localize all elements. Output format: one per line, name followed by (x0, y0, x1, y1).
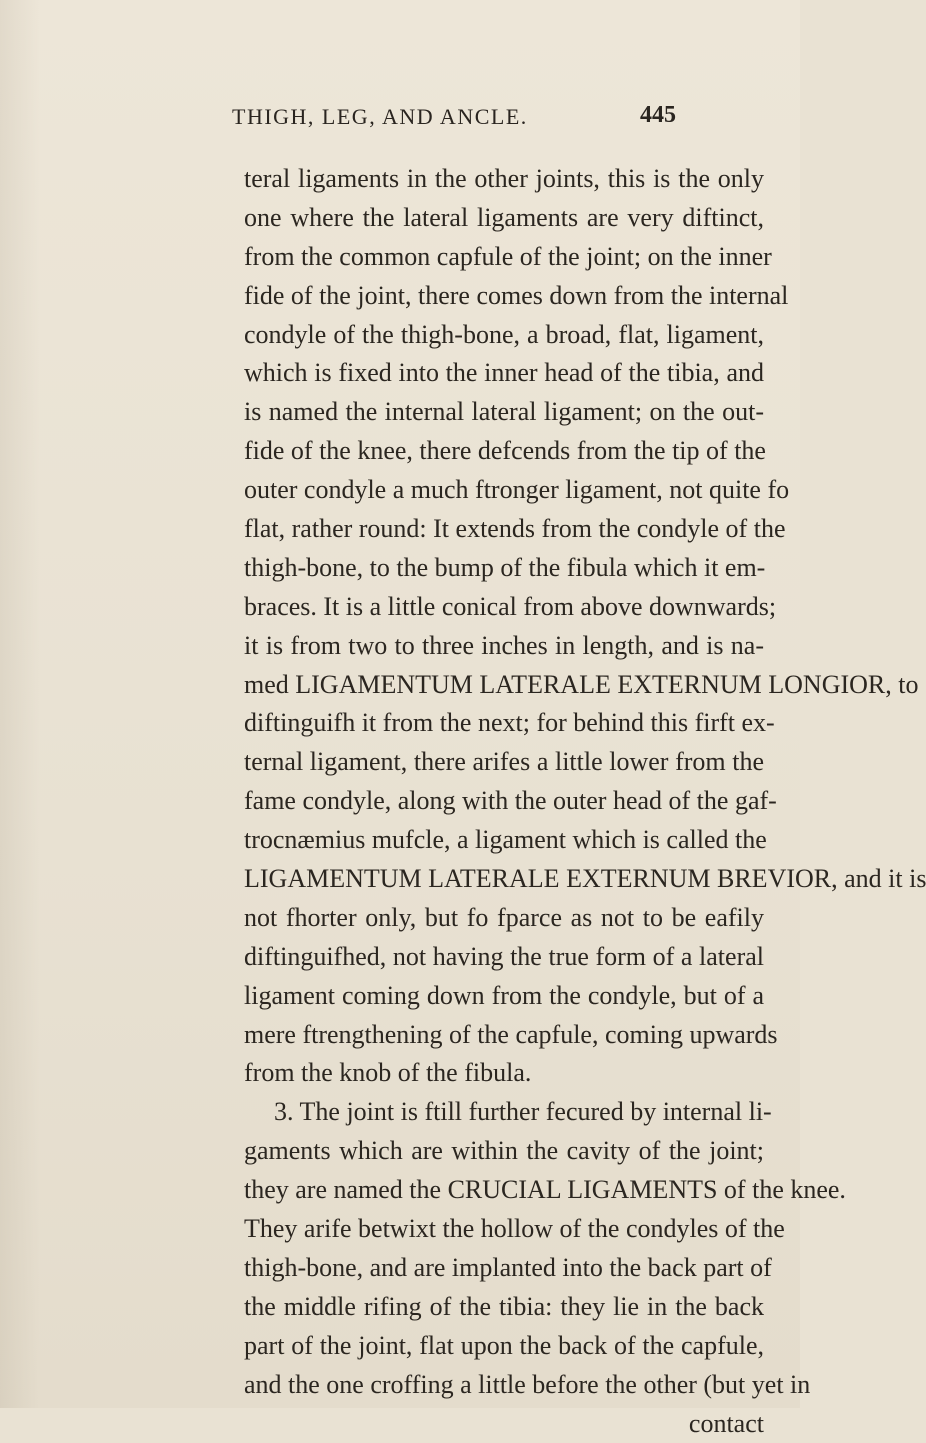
text-line: ternal ligament, there arifes a little lower from the (244, 743, 764, 782)
text-line: med LIGAMENTUM LATERALE EXTERNUM LONGIOR, to (244, 666, 764, 705)
text-line: flat, rather round: It extends from the condyle of the (244, 510, 764, 549)
text-line: diftinguifh it from the next; for behind this firft ex- (244, 704, 764, 743)
text-line: it is from two to three inches in length, and is na- (244, 627, 764, 666)
text-line: gaments which are within the cavity of the joint; (244, 1132, 764, 1171)
text-line: braces. It is a little conical from above downwards; (244, 588, 764, 627)
text-line: thigh-bone, to the bump of the fibula which it em- (244, 549, 764, 588)
text-line: mere ftrengthening of the capfule, coming upwards (244, 1016, 764, 1055)
page-number: 445 (640, 102, 676, 129)
body-text (244, 160, 764, 1443)
text-line: teral ligaments in the other joints, this is the only (244, 160, 764, 199)
text-line: outer condyle a much ftronger ligament, not quite fo (244, 471, 764, 510)
text-line: LIGAMENTUM LATERALE EXTERNUM BREVIOR, and it is (244, 860, 764, 899)
running-head: THIGH, LEG, AND ANCLE. (232, 104, 528, 130)
text-line: part of the joint, flat upon the back of the capfule, (244, 1327, 764, 1366)
text-line: is named the internal lateral ligament; on the out- (244, 393, 764, 432)
text-line: from the common capfule of the joint; on the inner (244, 238, 764, 277)
text-line: and the one croffing a little before the other (but yet in (244, 1366, 764, 1405)
text-line: fide of the joint, there comes down from the internal (244, 277, 764, 316)
page-gutter-shadow (0, 0, 40, 1408)
text-line: condyle of the thigh-bone, a broad, flat, ligament, (244, 316, 764, 355)
text-line: one where the lateral ligaments are very diftinct, (244, 199, 764, 238)
text-line: they are named the CRUCIAL LIGAMENTS of the knee. (244, 1171, 764, 1210)
text-line: fide of the knee, there defcends from the tip of the (244, 432, 764, 471)
text-line: diftinguifhed, not having the true form of a lateral (244, 938, 764, 977)
page-header (0, 104, 800, 144)
text-line: thigh-bone, and are implanted into the back part of (244, 1249, 764, 1288)
text-line: from the knob of the fibula. (244, 1054, 764, 1093)
text-line: ligament coming down from the condyle, but of a (244, 977, 764, 1016)
text-line: which is fixed into the inner head of the tibia, and (244, 354, 764, 393)
text-line: fame condyle, along with the outer head of the gaf- (244, 782, 764, 821)
catchword: contact (244, 1405, 764, 1443)
text-line: They arife betwixt the hollow of the condyles of the (244, 1210, 764, 1249)
text-line: 3. The joint is ftill further fecured by internal li- (244, 1093, 764, 1132)
text-line: trocnæmius mufcle, a ligament which is called the (244, 821, 764, 860)
text-line: not fhorter only, but fo fparce as not to be eafily (244, 899, 764, 938)
text-line: the middle rifing of the tibia: they lie in the back (244, 1288, 764, 1327)
